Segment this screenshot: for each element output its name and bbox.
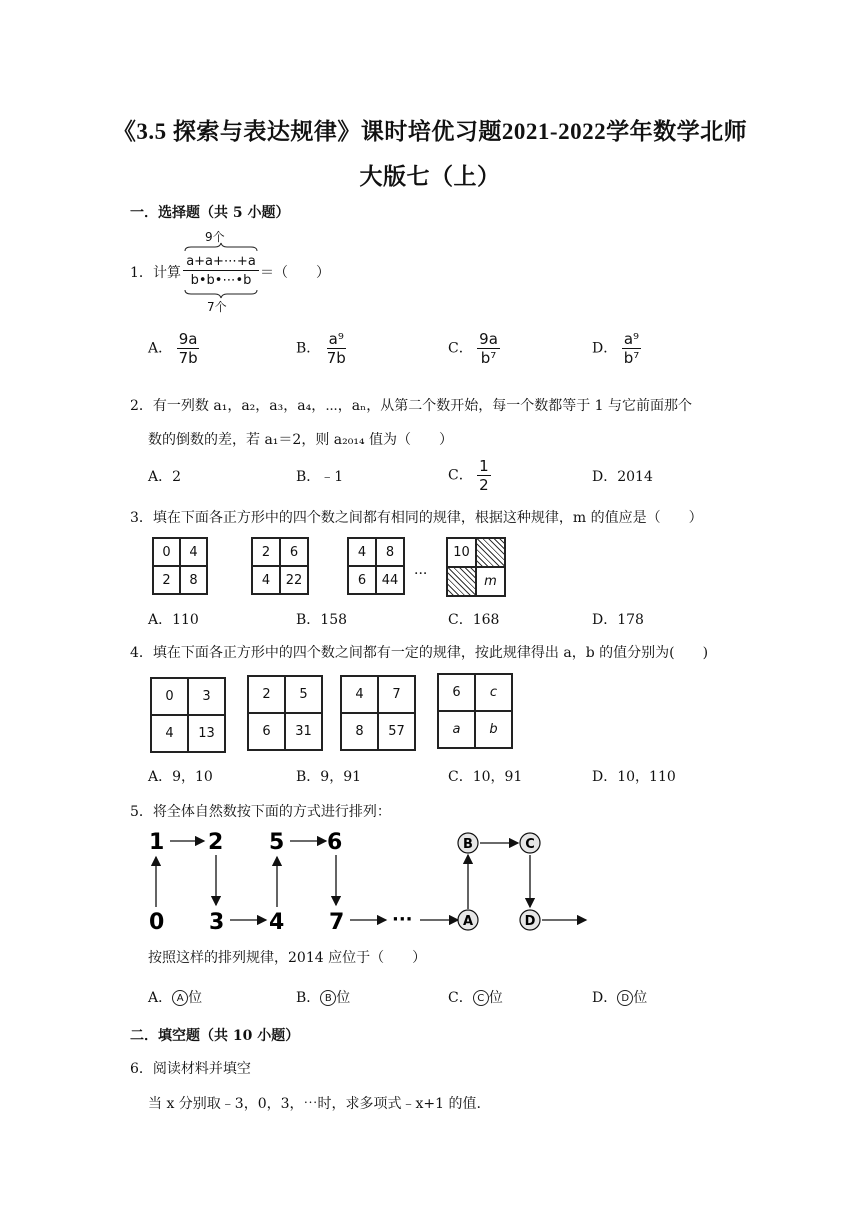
- cell: 4: [348, 538, 376, 566]
- circle-b: B: [463, 837, 473, 852]
- option-suffix: 位: [336, 990, 351, 1006]
- num-1: 1: [149, 830, 165, 855]
- q4-square-2: [247, 675, 323, 751]
- q1-expression: [183, 228, 259, 314]
- frac-num: a⁹: [328, 330, 344, 348]
- fraction: [325, 330, 348, 367]
- option-letter: A．: [148, 340, 173, 357]
- num-6: 6: [327, 830, 343, 855]
- q1-numerator: a+a+⋯+a: [183, 253, 259, 271]
- q3-ellipsis: ···: [414, 566, 428, 582]
- option-suffix: 位: [488, 990, 503, 1006]
- num-3: 3: [209, 910, 225, 935]
- circled-letter: B: [320, 990, 336, 1006]
- cell: 22: [280, 566, 308, 594]
- cell: 8: [376, 538, 404, 566]
- q3-option-a: A．110: [148, 612, 199, 628]
- fraction: [177, 330, 200, 367]
- option-suffix: 位: [633, 990, 648, 1006]
- q1-denominator: b•b•⋯•b: [190, 273, 252, 288]
- q2-option-a: A．2: [148, 469, 182, 485]
- q6-line2: 当 x 分别取﹣3，0，3，⋯时，求多项式﹣x+1 的值.: [148, 1096, 481, 1112]
- option-letter: B．: [296, 340, 321, 357]
- q4-text: 4．填在下面各正方形中的四个数之间都有一定的规律，按此规律得出 a，b 的值分别为( ): [130, 645, 709, 661]
- q1-option-b: [296, 330, 348, 367]
- option-letter: D．: [592, 340, 618, 357]
- q4-square-1: [150, 677, 226, 753]
- q5-option-d: [592, 987, 647, 1007]
- q5-option-a: [148, 987, 202, 1007]
- num-7: 7: [329, 910, 345, 935]
- frac-den: 2: [479, 476, 489, 494]
- fraction: [622, 330, 642, 367]
- q3-square-1: [152, 537, 208, 595]
- q3-square-4: [446, 537, 506, 597]
- cell: 8: [341, 713, 378, 750]
- cell: 4: [180, 538, 207, 566]
- cell: 8: [180, 566, 207, 594]
- cell: b: [475, 711, 512, 748]
- q5-text: 5．将全体自然数按下面的方式进行排列：: [130, 804, 391, 820]
- option-letter: B．: [296, 990, 321, 1006]
- frac-num: a⁹: [623, 330, 640, 348]
- cell: c: [475, 674, 512, 711]
- cell: 5: [285, 676, 322, 713]
- cell: 13: [188, 715, 225, 752]
- doc-title-line1: 《3.5 探索与表达规律》课时培优习题2021-2022学年数学北师: [112, 119, 748, 144]
- q4-option-d: D．10，110: [592, 769, 676, 785]
- cell: 6: [438, 674, 475, 711]
- circled-letter: D: [617, 990, 633, 1006]
- circle-d: D: [524, 914, 536, 929]
- q4-option-b: B．9，91: [296, 769, 362, 785]
- doc-title-line2: 大版七（上）: [359, 164, 501, 189]
- cell: 57: [378, 713, 415, 750]
- frac-num: 9a: [479, 330, 498, 348]
- q5-question: 按照这样的排列规律，2014 应位于（ ）: [148, 950, 427, 966]
- q3-square-3: [347, 537, 405, 595]
- cell: 6: [348, 566, 376, 594]
- q2-option-b: B．﹣1: [296, 469, 344, 485]
- cell: 6: [280, 538, 308, 566]
- option-letter: A．: [148, 990, 173, 1006]
- cell: 10: [447, 538, 476, 567]
- cell: 6: [248, 713, 285, 750]
- cell: 2: [153, 566, 180, 594]
- frac-num: 1: [479, 457, 489, 475]
- option-letter: C．: [448, 467, 473, 484]
- cell: 7: [378, 676, 415, 713]
- q6-line1: 6．阅读材料并填空: [130, 1061, 251, 1077]
- cell: 0: [153, 538, 180, 566]
- cell: 4: [341, 676, 378, 713]
- q1-top-count: 9个: [205, 230, 225, 244]
- num-5: 5: [269, 830, 285, 855]
- cell: 2: [248, 676, 285, 713]
- q1-prefix: 计算: [153, 265, 181, 281]
- cell: 2: [252, 538, 280, 566]
- top-brace-icon: [183, 242, 259, 252]
- q5-option-b: [296, 987, 350, 1007]
- q5-arrangement-diagram: [140, 825, 600, 940]
- cell: 0: [151, 678, 188, 715]
- cell: 31: [285, 713, 322, 750]
- q4-square-3: [340, 675, 416, 751]
- frac-den: b⁷: [623, 349, 640, 367]
- q3-option-d: D．178: [592, 612, 644, 628]
- cell: 4: [252, 566, 280, 594]
- frac-den: b⁷: [480, 349, 497, 367]
- diagram-ellipsis: ···: [392, 909, 413, 930]
- option-letter: D．: [592, 990, 618, 1006]
- circled-letter: C: [473, 990, 489, 1006]
- cell: a: [438, 711, 475, 748]
- frac-den: 7b: [326, 349, 346, 367]
- cell: m: [476, 567, 505, 596]
- q4-square-4: [437, 673, 513, 749]
- q2-option-c: [448, 457, 491, 494]
- q3-square-2: [251, 537, 309, 595]
- q3-option-b: B．158: [296, 612, 348, 628]
- q4-option-c: C．10，91: [448, 769, 523, 785]
- circled-letter: A: [172, 990, 188, 1006]
- q2-option-d: D．2014: [592, 469, 653, 485]
- section-heading-fill: 二．填空题（共 10 小题）: [130, 1028, 300, 1044]
- q1-bottom-count: 7个: [207, 300, 227, 314]
- cell: 4: [151, 715, 188, 752]
- q5-option-c: [448, 987, 503, 1007]
- option-letter: C．: [448, 340, 473, 357]
- hatched-cell: [476, 538, 505, 567]
- section-heading-choice: 一．选择题（共 5 小题）: [130, 205, 290, 221]
- circle-a: A: [462, 914, 474, 929]
- q1-number: 1．: [130, 265, 153, 281]
- frac-den: 7b: [178, 349, 198, 367]
- q2-line2: 数的倒数的差，若 a₁＝2，则 a₂₀₁₄ 值为（ ）: [148, 432, 454, 448]
- option-letter: C．: [448, 990, 473, 1006]
- q3-option-c: C．168: [448, 612, 500, 628]
- frac-num: 9a: [178, 330, 198, 348]
- fraction: [477, 330, 500, 367]
- q1-option-c: [448, 330, 500, 367]
- circle-c: C: [525, 837, 535, 852]
- num-4: 4: [269, 910, 285, 935]
- q4-option-a: A．9，10: [148, 769, 213, 785]
- fraction: [477, 457, 491, 494]
- q2-line1: 2．有一列数 a₁，a₂，a₃，a₄，⋯，aₙ，从第二个数开始，每一个数都等于 1 与它前面那个: [130, 398, 693, 414]
- q3-text: 3．填在下面各正方形中的四个数之间都有相同的规律，根据这种规律，m 的值应是（ ）: [130, 510, 703, 526]
- q1-suffix: ＝（ ）: [260, 265, 330, 281]
- cell: 3: [188, 678, 225, 715]
- num-0: 0: [149, 910, 165, 935]
- cell: 44: [376, 566, 404, 594]
- num-2: 2: [208, 830, 224, 855]
- q1-option-d: [592, 330, 641, 367]
- hatched-cell: [447, 567, 476, 596]
- option-suffix: 位: [188, 990, 203, 1006]
- q1-option-a: [148, 330, 200, 367]
